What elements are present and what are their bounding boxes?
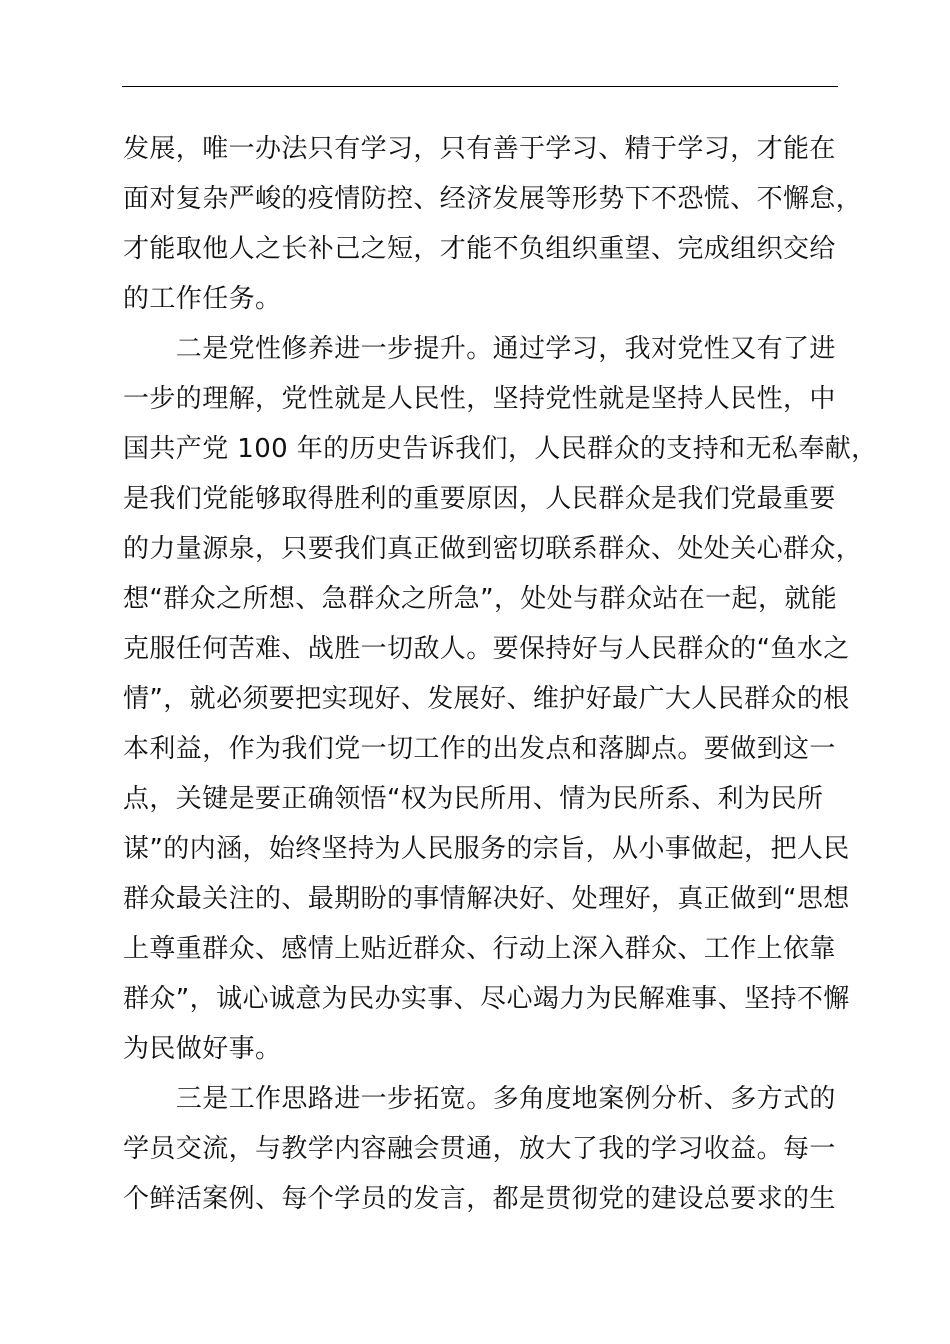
text-line: 才能取他人之长补己之短，才能不负组织重望、完成组织交给 — [123, 234, 836, 264]
text-line: 点，关键是要正确领悟“权为民所用、情为民所系、利为民所 — [123, 784, 824, 814]
text-line: 面对复杂严峻的疫情防控、经济发展等形势下不恐慌、不懈怠， — [123, 184, 863, 214]
text-line: 想“群众之所想、急群众之所急”，处处与群众站在一起，就能 — [123, 584, 838, 614]
text-line: 国共产党 100 年的历史告诉我们，人民群众的支持和无私奉献， — [123, 434, 878, 464]
text-line: 是我们党能够取得胜利的重要原因，人民群众是我们党最重要 — [123, 484, 836, 514]
text-line: 一步的理解，党性就是人民性，坚持党性就是坚持人民性，中 — [123, 384, 836, 414]
text-line: 上尊重群众、感情上贴近群众、行动上深入群众、工作上依靠 — [123, 934, 836, 964]
text-line: 克服任何苦难、战胜一切敌人。要保持好与人民群众的“鱼水之 — [123, 634, 850, 664]
text-line: 个鲜活案例、每个学员的发言，都是贯彻党的建设总要求的生 — [123, 1184, 836, 1214]
text-line: 本利益，作为我们党一切工作的出发点和落脚点。要做到这一 — [123, 734, 836, 764]
text-line: 发展，唯一办法只有学习，只有善于学习、精于学习，才能在 — [123, 134, 836, 164]
text-line: 的力量源泉，只要我们真正做到密切联系群众、处处关心群众， — [123, 534, 863, 564]
text-line: 三是工作思路进一步拓宽。多角度地案例分析、多方式的 — [123, 1084, 836, 1114]
text-line: 为民做好事。 — [123, 1034, 282, 1064]
text-line: 谋”的内涵，始终坚持为人民服务的宗旨，从小事做起，把人民 — [123, 834, 850, 864]
text-line: 的工作任务。 — [123, 284, 282, 314]
text-line: 二是党性修养进一步提升。通过学习，我对党性又有了进 — [123, 334, 836, 364]
header-rule — [122, 86, 838, 87]
text-line: 群众”，诚心诚意为民办实事、尽心竭力为民解难事、坚持不懈 — [123, 984, 850, 1014]
text-line: 情”，就必须要把实现好、发展好、维护好最广大人民群众的根 — [123, 684, 850, 714]
text-line: 学员交流，与教学内容融会贯通，放大了我的学习收益。每一 — [123, 1134, 836, 1164]
text-line: 群众最关注的、最期盼的事情解决好、处理好，真正做到“思想 — [123, 884, 850, 914]
body-text — [123, 124, 878, 1224]
